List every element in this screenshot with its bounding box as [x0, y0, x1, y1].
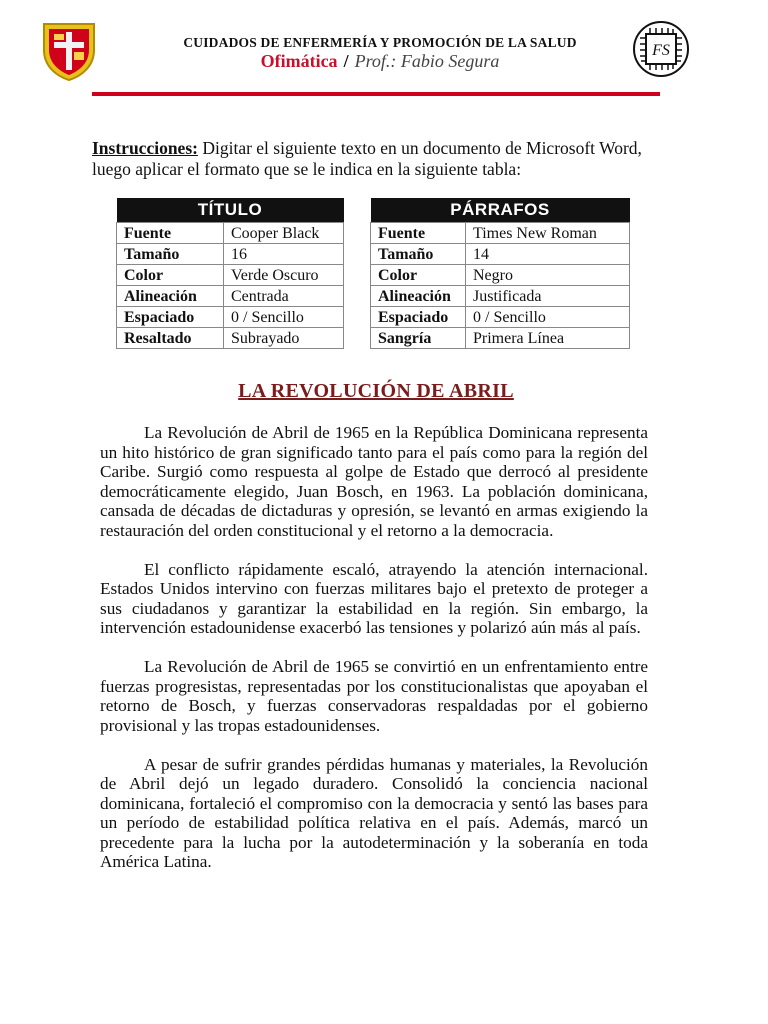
- header-separator: /: [343, 51, 349, 71]
- instructions-text: Digitar el siguiente texto en un documento de Microsoft Word, luego aplicar el formato que se le indica en la siguiente tabla:: [92, 138, 642, 179]
- header-subtitle: [120, 51, 640, 72]
- row-value: 0 / Sencillo: [466, 307, 630, 328]
- row-value: Centrada: [224, 286, 344, 307]
- table-row: [371, 265, 630, 286]
- row-key: Color: [371, 265, 466, 286]
- table-row: [371, 286, 630, 307]
- row-key: Alineación: [371, 286, 466, 307]
- row-value: 16: [224, 244, 344, 265]
- paragraph-table-header: PÁRRAFOS: [371, 198, 630, 223]
- row-value: Negro: [466, 265, 630, 286]
- course-name: Ofimática: [260, 51, 338, 71]
- table-row: [371, 307, 630, 328]
- table-row: [117, 286, 344, 307]
- instructions-paragraph: [92, 138, 660, 180]
- row-key: Tamaño: [371, 244, 466, 265]
- table-row: [117, 244, 344, 265]
- row-value: 0 / Sencillo: [224, 307, 344, 328]
- page-header: [0, 0, 768, 100]
- table-row: [371, 328, 630, 349]
- header-divider: [92, 92, 660, 96]
- professor-name: Prof.: Fabio Segura: [354, 51, 500, 71]
- title-table-header: TÍTULO: [117, 198, 344, 223]
- header-title: CUIDADOS DE ENFERMERÍA Y PROMOCIÓN DE LA SALUD: [183, 35, 577, 50]
- body-paragraph: El conflicto rápidamente escaló, atrayendo la atención internacional. Estados Unidos intervino con fuerzas militares bajo el pretexto de proteger a sus ciudadanos y garantizar la estabilidad en la región. Sin embargo, la intervención estadounidense exacerbó las tensiones y polarizó aún más al país.: [100, 559, 648, 637]
- table-row: [117, 328, 344, 349]
- row-value: 14: [466, 244, 630, 265]
- fs-chip-logo-icon: [632, 20, 690, 78]
- row-value: Primera Línea: [466, 328, 630, 349]
- paragraph-format-table: [370, 198, 630, 349]
- table-row: [371, 244, 630, 265]
- row-value: Subrayado: [224, 328, 344, 349]
- row-key: Espaciado: [371, 307, 466, 328]
- table-row: [117, 223, 344, 244]
- row-value: Cooper Black: [224, 223, 344, 244]
- logo-monogram: FS: [652, 42, 670, 59]
- table-row: [371, 223, 630, 244]
- row-value: Verde Oscuro: [224, 265, 344, 286]
- title-format-table: [116, 198, 344, 349]
- row-key: Espaciado: [117, 307, 224, 328]
- instructions-label: Instrucciones:: [92, 138, 198, 158]
- row-key: Alineación: [117, 286, 224, 307]
- table-row: [117, 265, 344, 286]
- row-value: Times New Roman: [466, 223, 630, 244]
- document-title: LA REVOLUCIÓN DE ABRIL: [238, 380, 514, 402]
- document-body: [100, 423, 648, 891]
- row-key: Color: [117, 265, 224, 286]
- table-row: [117, 307, 344, 328]
- row-value: Justificada: [466, 286, 630, 307]
- row-key: Fuente: [371, 223, 466, 244]
- school-shield-logo-icon: [40, 20, 98, 82]
- body-paragraph: La Revolución de Abril de 1965 en la República Dominicana representa un hito histórico de gran significado tanto para el país como para la región del Caribe. Surgió como respuesta al golpe de Estado que derrocó al presidente democráticamente elegido, Juan Bosch, en 1963. La población dominicana, cansada de décadas de dictaduras y opresión, se levantó en armas exigiendo la restauración del orden constitucional y el retorno a la democracia.: [100, 423, 648, 540]
- body-paragraph: A pesar de sufrir grandes pérdidas humanas y materiales, la Revolución de Abril dejó un legado duradero. Consolidó la conciencia nacional dominicana, fortaleció el compromiso con la democracia y sentó las bases para un período de estabilidad política relativa en el país. Además, marcó un precedente para la lucha por la autodeterminación y la soberanía en toda América Latina.: [100, 754, 648, 871]
- body-paragraph: La Revolución de Abril de 1965 se convirtió en un enfrentamiento entre fuerzas progresistas, representadas por los constitucionalistas que apoyaban el retorno de Bosch, y fuerzas conservadoras respaldadas por el gobierno provisional y las tropas estadounidenses.: [100, 657, 648, 735]
- row-key: Resaltado: [117, 328, 224, 349]
- row-key: Tamaño: [117, 244, 224, 265]
- row-key: Sangría: [371, 328, 466, 349]
- row-key: Fuente: [117, 223, 224, 244]
